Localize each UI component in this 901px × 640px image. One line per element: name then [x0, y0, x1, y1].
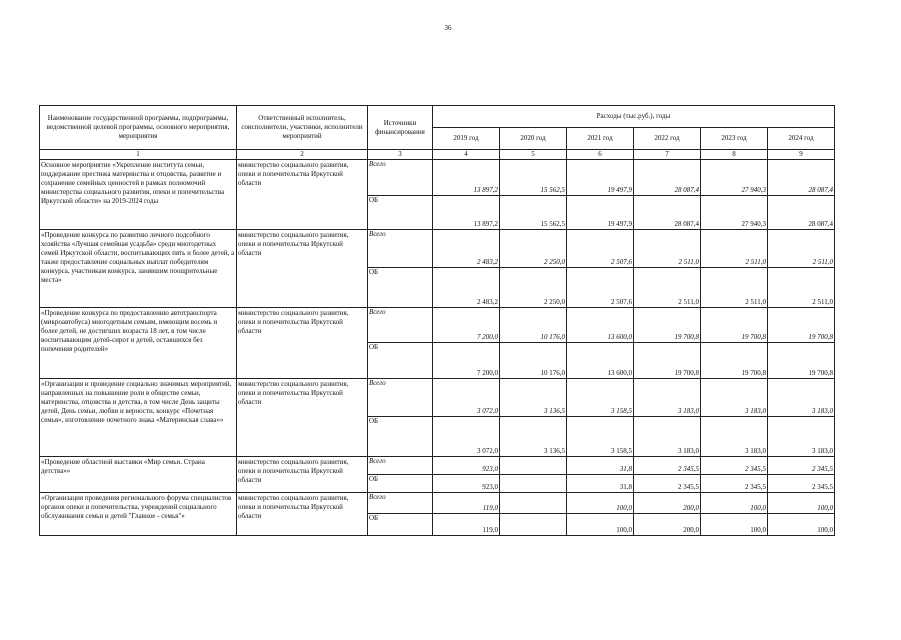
- total-value-cell: 100,0: [567, 493, 634, 514]
- ob-value-cell: 119,0: [433, 514, 500, 536]
- program-description: «Проведение конкурса по развитию личного подсобного хозяйства «Лучшая семейная усадьба» среди многодетных семей Иркутской области, воспитывающих пять и более детей, а также предоставление социальных выплат победителям конкурса, участникам конкурса, занявшим поощрительные места»: [40, 230, 237, 308]
- program-description: Основное мероприятие «Укрепление института семьи, поддержание престижа материнства и отцовства, развитие и сохранение семейных ценностей в рамках полномочий министерства социального развития, опеки и попечительства Иркутской области» на 2019-2024 годы: [40, 160, 237, 230]
- header-year: 2021 год: [567, 128, 634, 150]
- program-description: «Проведение областной выставки «Мир семьи. Страна детства»»: [40, 457, 237, 493]
- total-value-cell: 19 497,9: [567, 160, 634, 196]
- total-value-cell: 2 345,5: [634, 457, 701, 475]
- ob-value-cell: 31,8: [567, 475, 634, 493]
- total-value-cell: 28 087,4: [768, 160, 835, 196]
- total-value-cell: 100,0: [768, 493, 835, 514]
- ob-value-cell: 3 136,5: [500, 417, 567, 457]
- total-value-cell: 2 483,2: [433, 230, 500, 268]
- executor-cell: министерство социального развития, опеки и попечительства Иркутской области: [237, 379, 368, 457]
- ob-value-cell: 2 511,0: [768, 268, 835, 308]
- total-value-cell: 27 940,3: [701, 160, 768, 196]
- source-ob-label: ОБ: [368, 196, 433, 230]
- ob-value-cell: 100,0: [701, 514, 768, 536]
- program-description: «Организация проведения регионального форума специалистов органов опеки и попечительства, учреждений социального обслуживания семьи и детей "Главное - семья"»: [40, 493, 237, 536]
- source-total-label: Всего: [368, 308, 433, 343]
- ob-value-cell: 2 507,6: [567, 268, 634, 308]
- table-body: [40, 160, 835, 536]
- total-value-cell: 3 183,0: [634, 379, 701, 417]
- source-total-label: Всего: [368, 230, 433, 268]
- total-value-cell: 2 345,5: [768, 457, 835, 475]
- header-expenses: Расходы (тыс.руб.), годы: [433, 106, 835, 128]
- total-value-cell: 3 183,0: [768, 379, 835, 417]
- source-total-label: Всего: [368, 160, 433, 196]
- executor-cell: министерство социального развития, опеки и попечительства Иркутской области: [237, 308, 368, 379]
- executor-cell: министерство социального развития, опеки и попечительства Иркутской области: [237, 230, 368, 308]
- table-row: [40, 457, 835, 475]
- ob-value-cell: 100,0: [567, 514, 634, 536]
- total-value-cell: 100,0: [701, 493, 768, 514]
- executor-cell: министерство социального развития, опеки и попечительства Иркутской области: [237, 457, 368, 493]
- total-value-cell: 3 072,0: [433, 379, 500, 417]
- total-value-cell: 2 511,0: [701, 230, 768, 268]
- total-value-cell: 13 897,2: [433, 160, 500, 196]
- ob-value-cell: 100,0: [768, 514, 835, 536]
- total-value-cell: 7 200,0: [433, 308, 500, 343]
- total-value-cell: 10 176,0: [500, 308, 567, 343]
- ob-value-cell: 2 345,5: [701, 475, 768, 493]
- total-value-cell: 19 700,8: [701, 308, 768, 343]
- ob-value-cell: [500, 514, 567, 536]
- source-total-label: Всего: [368, 457, 433, 475]
- ob-value-cell: 2 483,2: [433, 268, 500, 308]
- column-number: 8: [701, 150, 768, 160]
- ob-value-cell: 923,0: [433, 475, 500, 493]
- total-value-cell: 2 345,5: [701, 457, 768, 475]
- total-value-cell: 13 600,0: [567, 308, 634, 343]
- header-year: 2024 год: [768, 128, 835, 150]
- table-row: [40, 493, 835, 514]
- ob-value-cell: 19 700,8: [701, 343, 768, 379]
- source-total-label: Всего: [368, 493, 433, 514]
- total-value-cell: [500, 457, 567, 475]
- total-value-cell: 28 087,4: [634, 160, 701, 196]
- budget-table: [39, 105, 835, 536]
- header-year: 2022 год: [634, 128, 701, 150]
- total-value-cell: 2 507,6: [567, 230, 634, 268]
- column-number: 7: [634, 150, 701, 160]
- ob-value-cell: [500, 475, 567, 493]
- header-year: 2020 год: [500, 128, 567, 150]
- executor-cell: министерство социального развития, опеки и попечительства Иркутской области: [237, 160, 368, 230]
- ob-value-cell: 3 183,0: [634, 417, 701, 457]
- table-row: [40, 379, 835, 417]
- program-description: «Организация и проведение социально значимых мероприятий, направленных на повышение роли в обществе семьи, материнства, отцовства и детства, в том числе День защиты детей, День семьи, любви и верности, конкурс «Почетная семья», изготовление почетного знака «Материнская слава»»: [40, 379, 237, 457]
- program-description: «Проведение конкурса по предоставлению автотранспорта (микроавтобуса) многодетным семьям, имеющим восемь и более детей, не достигших возраста 18 лет, в том числе воспитывающим детей-сирот и детей, оставшихся без попечения родителей»: [40, 308, 237, 379]
- ob-value-cell: 19 700,8: [768, 343, 835, 379]
- ob-value-cell: 15 562,5: [500, 196, 567, 230]
- total-value-cell: 3 136,5: [500, 379, 567, 417]
- header-year: 2023 год: [701, 128, 768, 150]
- table-row: [40, 308, 835, 343]
- source-ob-label: ОБ: [368, 268, 433, 308]
- ob-value-cell: 3 183,0: [701, 417, 768, 457]
- total-value-cell: 119,0: [433, 493, 500, 514]
- column-number: 3: [368, 150, 433, 160]
- ob-value-cell: 19 700,8: [634, 343, 701, 379]
- total-value-cell: 2 511,0: [634, 230, 701, 268]
- ob-value-cell: 2 511,0: [634, 268, 701, 308]
- ob-value-cell: 3 183,0: [768, 417, 835, 457]
- total-value-cell: 2 250,0: [500, 230, 567, 268]
- source-ob-label: ОБ: [368, 475, 433, 493]
- total-value-cell: 2 511,0: [768, 230, 835, 268]
- total-value-cell: 31,8: [567, 457, 634, 475]
- ob-value-cell: 3 072,0: [433, 417, 500, 457]
- ob-value-cell: 2 345,5: [634, 475, 701, 493]
- column-number: 9: [768, 150, 835, 160]
- ob-value-cell: 2 345,5: [768, 475, 835, 493]
- column-number: 4: [433, 150, 500, 160]
- header-year: 2019 год: [433, 128, 500, 150]
- executor-cell: министерство социального развития, опеки и попечительства Иркутской области: [237, 493, 368, 536]
- ob-value-cell: 200,0: [634, 514, 701, 536]
- header-executor: Ответственный исполнитель, соисполнители, участники, исполнители мероприятий: [237, 106, 368, 150]
- ob-value-cell: 3 158,5: [567, 417, 634, 457]
- ob-value-cell: 2 250,0: [500, 268, 567, 308]
- ob-value-cell: 28 087,4: [768, 196, 835, 230]
- total-value-cell: 19 700,8: [768, 308, 835, 343]
- ob-value-cell: 27 940,3: [701, 196, 768, 230]
- total-value-cell: 3 183,0: [701, 379, 768, 417]
- total-value-cell: 3 158,5: [567, 379, 634, 417]
- source-ob-label: ОБ: [368, 417, 433, 457]
- total-value-cell: 15 562,5: [500, 160, 567, 196]
- header-program-name: Наименование государственной программы, подпрограммы, ведомственной целевой программы, основного мероприятия, мероприятия: [40, 106, 237, 150]
- source-ob-label: ОБ: [368, 343, 433, 379]
- column-number: 2: [237, 150, 368, 160]
- page-number: 36: [444, 24, 452, 32]
- column-number: 6: [567, 150, 634, 160]
- source-ob-label: ОБ: [368, 514, 433, 536]
- table-row: [40, 230, 835, 268]
- total-value-cell: 19 700,8: [634, 308, 701, 343]
- total-value-cell: 200,0: [634, 493, 701, 514]
- column-number: 1: [40, 150, 237, 160]
- column-number: 5: [500, 150, 567, 160]
- source-total-label: Всего: [368, 379, 433, 417]
- ob-value-cell: 2 511,0: [701, 268, 768, 308]
- table-row: [40, 160, 835, 196]
- ob-value-cell: 13 897,2: [433, 196, 500, 230]
- ob-value-cell: 13 600,0: [567, 343, 634, 379]
- ob-value-cell: 28 087,4: [634, 196, 701, 230]
- header-source: Источники финансирования: [368, 106, 433, 150]
- total-value-cell: 923,0: [433, 457, 500, 475]
- ob-value-cell: 7 200,0: [433, 343, 500, 379]
- ob-value-cell: 19 497,9: [567, 196, 634, 230]
- ob-value-cell: 10 176,0: [500, 343, 567, 379]
- total-value-cell: [500, 493, 567, 514]
